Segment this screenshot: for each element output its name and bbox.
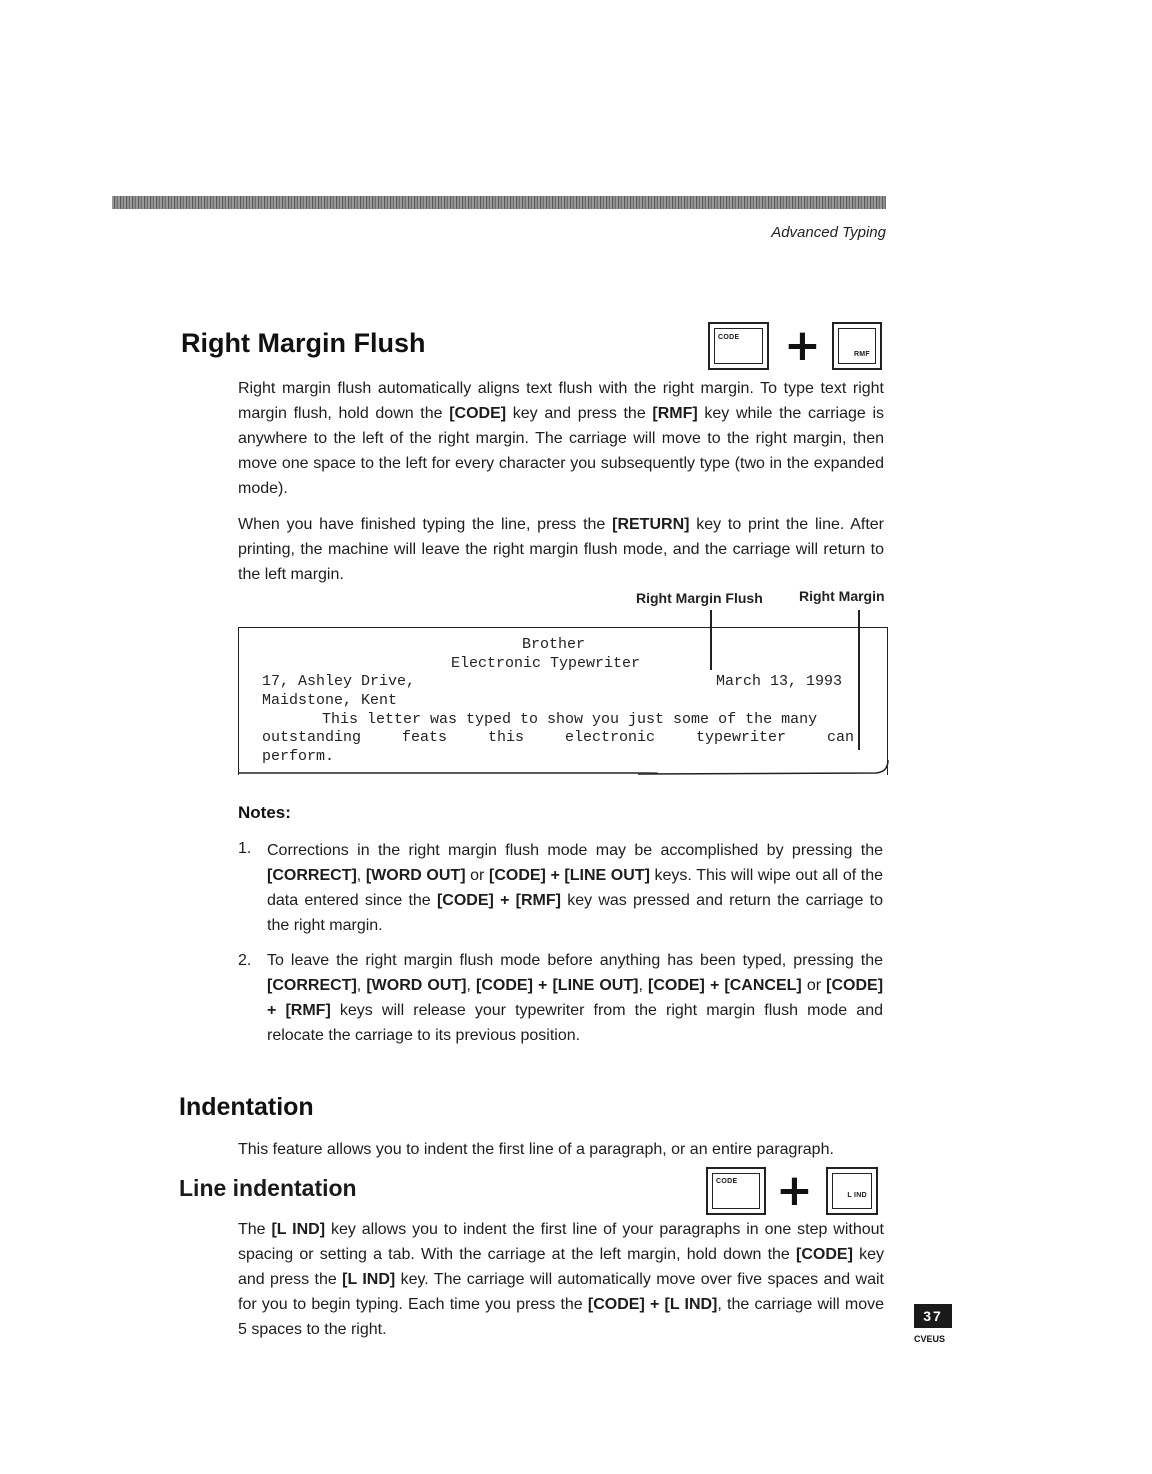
note-2-text: To leave the right margin flush mode before anything has been typed, pressing the [CORRECT], [WORD OUT], [CODE] + [LINE OUT], [CODE] + [CANCEL] or [CODE] + [RMF] keys will release your typewriter from the right margin flush mode and relocate the carriage to its previous position. [267, 952, 884, 1044]
sample-line-town: Maidstone, Kent [262, 692, 398, 709]
paper-curl-edge [236, 760, 892, 780]
sample-line-electronic-typewriter: Electronic Typewriter [451, 655, 641, 672]
code-key-icon-2 [706, 1167, 766, 1215]
lind-key-icon [826, 1167, 878, 1215]
paragraph-line-indentation: The [L IND] key allows you to indent the first line of your paragraphs in one step without spacing or setting a tab. With the carriage at the left margin, hold down the [CODE] key and press the [L IND] key. The carriage will automatically move over five spaces and wait for you to begin typing. Each time you press the [CODE] + [L IND], the carriage will move 5 spaces to the right. [238, 1221, 885, 1338]
note-1-number: 1. [238, 840, 252, 857]
notes-heading: Notes: [238, 803, 291, 822]
plus-icon-2: + [776, 1165, 813, 1216]
sample-line-body-1: This letter was typed to show you just some of the many [322, 711, 818, 728]
section-title-indentation: Indentation [179, 1093, 314, 1121]
note-1-text: Corrections in the right margin flush mode may be accomplished by pressing the [CORRECT], [WORD OUT] or [CODE] + [LINE OUT] keys. This will wipe out all of the data entered since the [CODE] + [RMF] key was pressed and return the carriage to the right margin. [267, 842, 884, 934]
lind-key-label: L IND [847, 1192, 867, 1199]
rmf-key-label: RMF [853, 351, 870, 358]
header-rule [112, 196, 886, 209]
code-key-label-2: CODE [716, 1178, 738, 1185]
page-number: 37 [914, 1304, 952, 1328]
paragraph-rmf-description: Right margin flush automatically aligns text flush with the right margin. To type text right margin flush, hold down the [CODE] key and press the [RMF] key while the carriage is anywhere to the left of the right margin. The carriage will move to the right margin, then move one space to the left for every character you subsequently type (two in the expanded mode). [238, 380, 885, 497]
label-right-margin: Right Margin [799, 588, 885, 604]
section-title-right-margin-flush: Right Margin Flush [181, 328, 426, 358]
code-key-label: CODE [718, 334, 740, 341]
label-right-margin-flush: Right Margin Flush [636, 590, 763, 606]
paragraph-return-key: When you have finished typing the line, press the [RETURN] key to print the line. After printing, the machine will leave the right margin flush mode, and the carriage will return to the left margin. [238, 516, 884, 583]
sample-line-brother: Brother [522, 636, 586, 653]
rmf-key-icon [832, 322, 882, 370]
running-head: Advanced Typing [771, 224, 886, 241]
brand-mark: CVEUS [914, 1334, 946, 1344]
sample-line-body-3: perform. [262, 748, 335, 765]
sample-line-body-2: outstanding feats this electronic typewriter can [262, 729, 854, 746]
note-2-number: 2. [238, 952, 252, 969]
sample-line-address: 17, Ashley Drive, [262, 673, 416, 690]
sample-line-date: March 13, 1993 [716, 673, 843, 690]
indentation-intro: This feature allows you to indent the first line of a paragraph, or an entire paragraph. [238, 1141, 834, 1158]
code-key-icon [708, 322, 769, 370]
plus-icon: + [784, 320, 821, 371]
subsection-title-line-indentation: Line indentation [179, 1175, 357, 1201]
